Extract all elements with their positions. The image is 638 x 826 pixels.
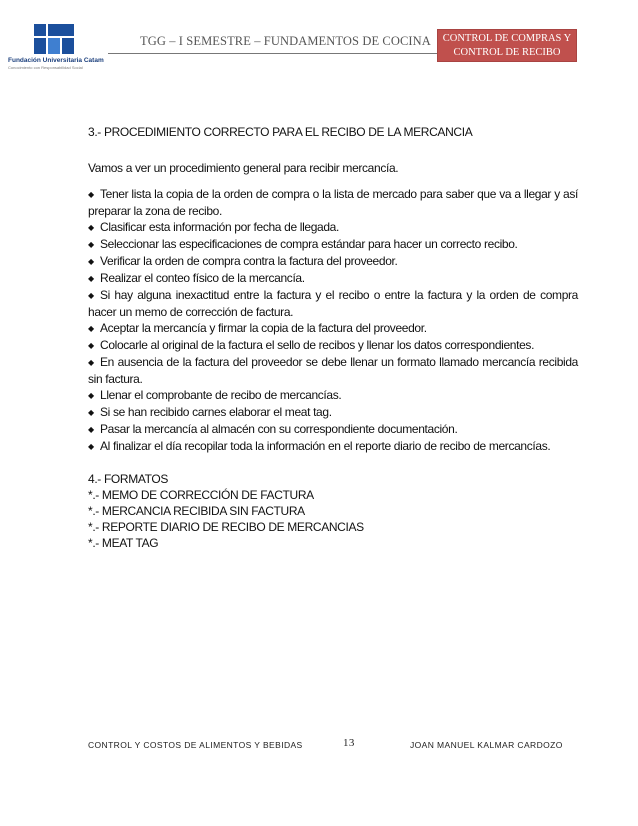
list-item: ◆ Tener lista la copia de la orden de compra o la lista de mercado para saber que va a llegar y así preparar la zona de recibo. (88, 187, 578, 218)
header-title: TGG – I SEMESTRE – FUNDAMENTOS DE COCINA (140, 34, 431, 48)
diamond-bullet-icon: ◆ (88, 223, 94, 232)
diamond-bullet-icon: ◆ (88, 274, 94, 283)
list-item: ◆ Colocarle al original de la factura el sello de recibos y llenar los datos correspondientes. (88, 338, 535, 352)
format-item: *.- REPORTE DIARIO DE RECIBO DE MERCANCIAS (88, 520, 364, 534)
university-logo (8, 24, 104, 70)
list-item: ◆ Si se han recibido carnes elaborar el meat tag. (88, 405, 332, 419)
header-box-line1: CONTROL DE COMPRAS Y (442, 33, 572, 44)
list-item: ◆ Seleccionar las especificaciones de compra estándar para hacer un correcto recibo. (88, 237, 518, 251)
format-item: *.- MEMO DE CORRECCIÓN DE FACTURA (88, 488, 314, 502)
diamond-bullet-icon: ◆ (88, 391, 94, 400)
diamond-bullet-icon: ◆ (88, 341, 94, 350)
header-box-line2: CONTROL DE RECIBO (453, 47, 561, 58)
list-item: ◆ Aceptar la mercancía y firmar la copia de la factura del proveedor. (88, 321, 427, 335)
header-topic-box (437, 29, 577, 62)
format-item: *.- MEAT TAG (88, 536, 159, 550)
section4-heading: 4.- FORMATOS (88, 472, 169, 486)
list-item: ◆ Realizar el conteo físico de la mercancía. (88, 271, 305, 285)
logo-name: Fundación Universitaria Catam (8, 57, 104, 64)
formats-section (88, 471, 578, 551)
section3-heading: 3.- PROCEDIMIENTO CORRECTO PARA EL RECIBO DE LA MERCANCIA (88, 125, 473, 139)
footer-author: JOAN MANUEL KALMAR CARDOZO (410, 740, 563, 750)
diamond-bullet-icon: ◆ (88, 291, 94, 300)
list-item: ◆ Pasar la mercancía al almacén con su correspondiente documentación. (88, 422, 458, 436)
page-content (88, 124, 578, 551)
list-item: ◆ En ausencia de la factura del proveedor se debe llenar un formato llamado mercancía recibida sin factura. (88, 355, 578, 386)
logo-tagline: Conocimiento con Responsabilidad Social (8, 65, 83, 70)
page-number: 13 (343, 737, 355, 749)
logo-mark-icon (34, 24, 74, 54)
diamond-bullet-icon: ◆ (88, 324, 94, 333)
list-item: ◆ Al finalizar el día recopilar toda la información en el reporte diario de recibo de mercancías. (88, 439, 551, 453)
format-item: *.- MERCANCIA RECIBIDA SIN FACTURA (88, 504, 305, 518)
diamond-bullet-icon: ◆ (88, 257, 94, 266)
diamond-bullet-icon: ◆ (88, 358, 94, 367)
footer-course: CONTROL Y COSTOS DE ALIMENTOS Y BEBIDAS (88, 740, 303, 750)
diamond-bullet-icon: ◆ (88, 190, 94, 199)
section3-intro: Vamos a ver un procedimiento general para recibir mercancía. (88, 161, 399, 175)
procedure-list (88, 186, 578, 455)
list-item: ◆ Llenar el comprobante de recibo de mercancías. (88, 388, 342, 402)
diamond-bullet-icon: ◆ (88, 425, 94, 434)
header-rule (108, 53, 438, 54)
list-item: ◆ Clasificar esta información por fecha de llegada. (88, 220, 339, 234)
diamond-bullet-icon: ◆ (88, 240, 94, 249)
diamond-bullet-icon: ◆ (88, 442, 94, 451)
list-item: ◆ Si hay alguna inexactitud entre la factura y el recibo o entre la factura y la orden de compra hacer un memo de corrección de factura. (88, 288, 578, 319)
diamond-bullet-icon: ◆ (88, 408, 94, 417)
list-item: ◆ Verificar la orden de compra contra la factura del proveedor. (88, 254, 398, 268)
